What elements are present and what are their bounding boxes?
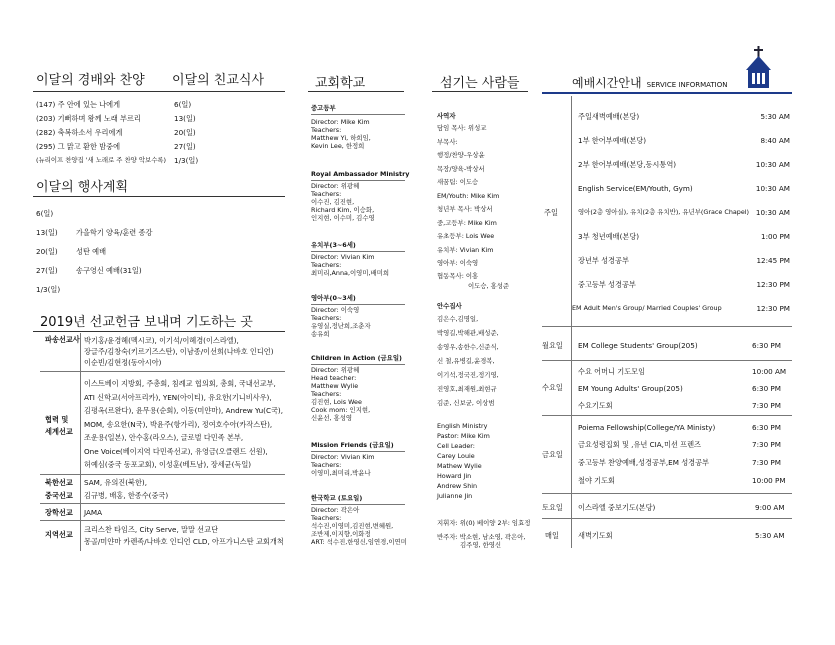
service-name: 3부 청년예배(본당) (578, 232, 640, 241)
school-line: Matthew Wylie (311, 382, 359, 390)
meal-date: 1/3(일) (174, 156, 199, 165)
school-line: 인지현, 이수미, 김수영 (311, 214, 375, 222)
service-name: 중고등부 찬양예배,성경공부,EM 성경공부 (578, 458, 709, 467)
offering-line: 박기홍/윤경혜(멕시코), 이기석/이혜경(이스라엘), (84, 336, 239, 345)
service-time: 10:00 PM (752, 476, 786, 485)
staff-line: 영아부: 이숙영 (437, 259, 479, 267)
offering-line: 크리스찬 타임즈, City Serve, 말말 선교단 (84, 525, 219, 534)
school-line: 이영미,최미리,박윤나 (311, 469, 371, 477)
deacon-line: 이기석,정국진,정기영, (437, 371, 499, 379)
staff-line: 유치부: Vivian Kim (437, 245, 494, 254)
staff-list (437, 110, 509, 291)
mission-meal-title: 이달의 친교식사 (172, 73, 265, 88)
deacon-line: 진영호,최재원,최현규 (437, 385, 497, 393)
worship-item: (203) 기뻐하며 왕께 노래 부르리 (36, 114, 141, 123)
service-name: EM College Students' Group(205) (578, 341, 698, 350)
em-line: Cell Leader: (437, 442, 475, 450)
school-group (311, 441, 394, 477)
deacon-line: 송영우,송한수,신준식, (437, 343, 499, 351)
service-name: 수요 어머니 기도모임 (578, 367, 646, 376)
school-line: Teachers: (311, 314, 342, 322)
service-name: 새벽기도회 (578, 531, 613, 540)
offering-line: ATI 신학교(서아프리카), YEN(아이티), 유요한(기니비사우), (84, 392, 272, 402)
school-line: 조반제,이지향,이화정 (311, 530, 371, 538)
worship-title: 이달의 경배와 찬양 (36, 73, 145, 88)
school-group (311, 294, 371, 338)
offering-label: 북한선교 (45, 478, 73, 487)
deacon-line: 김은수,김명일, (437, 315, 479, 323)
staff-line: 행정/찬양-우상윤 (437, 151, 485, 159)
school-line: Richard Kim, 이승화, (311, 206, 375, 214)
worship-item: (295) 그 맑고 환한 밤중에 (36, 142, 121, 151)
school-group-name: Royal Ambassador Ministry (311, 170, 410, 178)
meal-date: 27(일) (174, 142, 196, 151)
worship-item: (147) 주 안에 있는 나에게 (36, 100, 121, 109)
staff-line: 이도승, 홍성준 (468, 281, 510, 290)
school-line: Cook mom: 인지현, (311, 406, 371, 414)
service-day: 금요일 (542, 450, 563, 459)
service-time: 1:00 PM (761, 232, 790, 241)
service-name: 철야 기도회 (578, 476, 616, 485)
school-line: Director: 이숙영 (311, 306, 360, 314)
school-group (311, 354, 402, 422)
service-name: 수요기도회 (578, 401, 613, 410)
em-list (437, 421, 490, 501)
school-group-name: 한국학교 (토요일) (311, 494, 363, 502)
em-line: Andrew Shin (437, 482, 478, 490)
staff-line: EM/Youth: Mike Kim (437, 191, 500, 200)
school-line: Director: 위광혜 (311, 366, 360, 374)
em-line: Howard Jin (437, 472, 472, 480)
school-title: 교회학교 (315, 76, 366, 91)
service-day: 수요일 (542, 383, 563, 392)
school-group-name: 영아부(0~3세) (311, 294, 356, 302)
school-line: 이수진, 김진현, (311, 198, 355, 206)
service-time: 12:30 PM (756, 280, 790, 289)
school-line: Head teacher: (311, 374, 357, 382)
school-line: Director: Vivian Kim (311, 253, 375, 261)
service-time: 12:30 PM (756, 304, 790, 313)
offering-line: SAM, 유의진(북한), (84, 478, 147, 487)
meal-date: 13(일) (174, 114, 196, 123)
school-line: Teachers: (311, 514, 342, 522)
service-name: 주일새벽예배(본당) (578, 112, 640, 121)
staff-line: 새꿈팀: 이도승 (437, 178, 479, 186)
offering-line: 김규병, 배홍, 한종수(중국) (84, 491, 169, 500)
offering-line: 이순빈/김현정(동아시아) (84, 358, 162, 367)
deacon-list (437, 300, 499, 410)
offering-label: 지역선교 (45, 530, 73, 539)
service-time: 6:30 PM (752, 423, 781, 432)
school-line: 유영실,정난희,조춘자 (311, 322, 371, 330)
deacon-line: 김준, 신보균, 이상범 (437, 399, 495, 407)
offering-line: 이스트베이 지방회, 주총회, 침례교 협의회, 총회, 국내선교부, (84, 379, 276, 388)
event-text: 성탄 예배 (76, 247, 107, 256)
service-time: 7:30 PM (752, 440, 781, 449)
school-line: Kevin Lee, 한정희 (311, 142, 365, 150)
school-line: Teachers: (311, 261, 342, 269)
servers-title: 섬기는 사람들 (440, 76, 520, 91)
school-line: Director: Mike Kim (311, 118, 370, 126)
offering-lines (84, 377, 283, 472)
service-name: EM Young Adults' Group(205) (578, 384, 683, 393)
worship-list (36, 98, 166, 166)
service-day: 주일 (544, 208, 558, 217)
accompanist-line: 김주영, 한영신 (460, 541, 502, 549)
offering-lines (84, 524, 284, 548)
service-time: 5:30 AM (755, 531, 785, 540)
offering-line: 몽골/미얀마 카렌족/나바호 인디언 CLD, 아프가니스탄 교회개척 (84, 537, 284, 546)
service-time: 6:30 PM (752, 384, 781, 393)
offering-line: 조운용(일본), 안수홍(라오스), 글로벌 다민족 본부, (84, 433, 244, 442)
event-date: 27(일) (36, 266, 58, 275)
deacon-line: 신 철,유병길,윤경복, (437, 357, 495, 365)
meal-date: 6(일) (174, 100, 192, 109)
service-name: 중고등부 성경공부 (578, 280, 636, 289)
school-group (311, 170, 409, 222)
events-list (36, 204, 152, 299)
event-date: 1/3(일) (36, 285, 61, 294)
service-title-wrap (572, 72, 727, 91)
worship-item: (282) 축복하소서 우리에게 (36, 128, 123, 137)
service-time: 10:30 AM (755, 160, 790, 169)
deacon-title: 안수집사 (437, 302, 462, 310)
em-line: Julianne Jin (437, 492, 473, 500)
school-line: Teachers: (311, 390, 342, 398)
service-time: 7:30 PM (752, 458, 781, 467)
staff-line: 유초등부: Lois Wee (437, 232, 495, 240)
school-line: Matthew Yi, 하희임, (311, 134, 371, 142)
offering-label: 장학선교 (45, 508, 73, 517)
school-group (311, 104, 371, 150)
service-name: 이스라엘 중보기도(본당) (578, 503, 656, 512)
event-date: 20(일) (36, 247, 58, 256)
staff-title: 사역자 (437, 112, 456, 120)
school-line: Teachers: (311, 461, 342, 469)
service-name: English Service(EM/Youth, Gym) (578, 184, 693, 193)
service-name: Poiema Fellowship(College/YA Ministy) (578, 423, 716, 432)
event-date: 13(일) (36, 228, 58, 237)
service-name: 장년부 성경공부 (578, 256, 629, 265)
event-text: 가을학기 양육/훈련 종강 (76, 228, 153, 237)
staff-line: 부목사: (437, 137, 458, 146)
school-group (311, 241, 389, 277)
offering-line: 김평옥(르완다), 윤무용(순회), 이동(미얀마), Andrew Yu(C국), (84, 406, 284, 415)
school-group-name: Children in Action (금요일) (311, 354, 402, 362)
service-time: 8:40 AM (760, 136, 790, 145)
worship-note: (뉴리이프 찬양집 '새 노래로 주 찬양 악보수록) (36, 156, 167, 164)
offering-lines (84, 335, 274, 368)
service-time: 6:30 PM (752, 341, 781, 350)
offering-title: 2019년 선교헌금 보내며 기도하는 곳 (40, 315, 253, 330)
school-group (311, 494, 407, 546)
church-icon (742, 46, 776, 94)
staff-line: 목장/양육-박상서 (437, 164, 485, 173)
staff-line: 협동목사: 이홍 (437, 271, 479, 280)
service-name: EM Adult Men's Group/ Married Couples' Group (572, 304, 722, 312)
mission-meal-list (174, 98, 198, 168)
em-line: Carey Louie (437, 452, 475, 460)
school-line: 석수진,이영미,김진현,변혜원, (311, 522, 394, 530)
school-line: Director: 위광혜 (311, 182, 360, 190)
service-day: 월요일 (542, 341, 563, 350)
em-line: English Ministry (437, 422, 488, 430)
offering-label: 중국선교 (45, 491, 73, 500)
conductor-line: 지휘자: 위(0) 베이양 2부: 임효정 (437, 519, 531, 527)
school-line: ART: 석수진,한영신,임연경,이연미 (311, 538, 407, 546)
school-line: Director: Vivian Kim (311, 453, 375, 461)
offering-line: One Voice(베이지역 다민족선교), 유영금(오클랜드 선원), (84, 446, 268, 456)
event-text: 송구영신 예배(31일) (76, 266, 142, 275)
school-line: Director: 곽은아 (311, 506, 360, 514)
events-title: 이달의 행사계획 (36, 180, 129, 195)
accompanist-line: 반주자: 박소현, 남소영, 곽은아, (437, 533, 526, 541)
event-date: 6(일) (36, 209, 54, 218)
service-name: 2부 한어부예배(본당,동시통역) (578, 160, 677, 169)
offering-label: 파송선교사 (45, 335, 80, 344)
offering-line: 장글주/김창숙(키르기즈스탄), 이남종/이선희(나바호 인디언) (84, 347, 274, 356)
school-group-name: 중고등부 (311, 104, 336, 112)
service-time: 10:30 AM (755, 208, 790, 217)
offering-label: 협력 및 세계선교 (45, 415, 73, 436)
school-group-name: 유치부(3~6세) (311, 241, 356, 249)
school-line: Teachers: (311, 126, 342, 134)
service-time: 10:30 AM (755, 184, 790, 193)
service-time: 10:00 AM (752, 367, 787, 376)
service-day: 매일 (545, 531, 559, 540)
service-day: 토요일 (542, 503, 563, 512)
school-line: Teachers: (311, 190, 342, 198)
offering-line: JAMA (84, 508, 103, 517)
staff-line: 중,고등부: Mike Kim (437, 218, 497, 227)
service-time: 12:45 PM (756, 256, 790, 265)
service-time: 5:30 AM (760, 112, 790, 121)
offering-line: MOM, 송요한(N국), 박윤주(항가리), 정여호수아(카작스탄), (84, 419, 273, 429)
school-group-name: Mission Friends (금요일) (311, 441, 394, 449)
school-line: 송유희 (311, 330, 330, 338)
offering-line: 허예심(중국 동포교회), 이성훈(베트남), 장세균(독일) (84, 460, 252, 469)
service-name: 1부 한어부예배(본당) (578, 136, 647, 145)
em-line: Pastor: Mike Kim (437, 432, 490, 440)
meal-date: 20(일) (174, 128, 196, 137)
school-line: 김진현, Lois Wee (311, 398, 362, 406)
service-title: 예배시간안내 (572, 76, 642, 90)
school-line: 최미리,Anna,이영미,배미희 (311, 269, 390, 277)
staff-line: 청년부 목사: 박상서 (437, 205, 493, 213)
school-line: 신윤선, 홍성영 (311, 414, 353, 422)
service-time: 7:30 PM (752, 401, 781, 410)
deacon-line: 박영길,박해관,배성준, (437, 329, 499, 337)
service-time: 9:00 AM (755, 503, 785, 512)
staff-line: 담임 목사: 위성교 (437, 124, 487, 132)
service-name: 금요성령집회 및 ,유년 CIA,미션 프렌즈 (578, 440, 701, 449)
service-subtitle: SERVICE INFORMATION (646, 81, 728, 89)
service-name: 영아(2층 영아실), 유치(2층 유치반), 유년부(Grace Chapel) (578, 208, 750, 216)
em-line: Mathew Wylie (437, 462, 482, 470)
